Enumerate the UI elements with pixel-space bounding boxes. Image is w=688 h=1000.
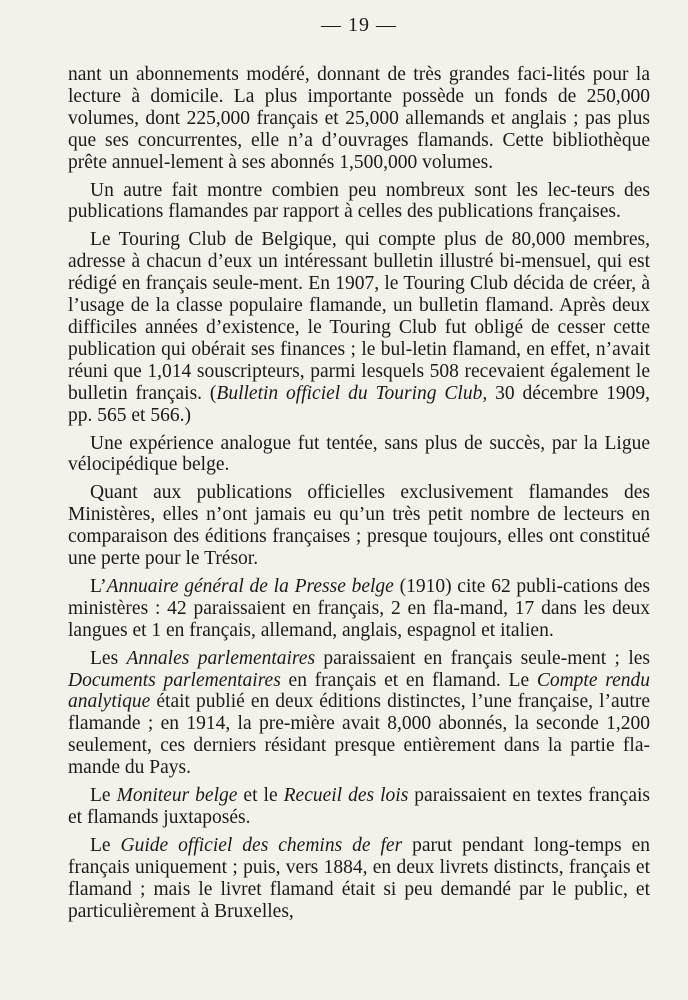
paragraph-text: en français et en flamand. Le xyxy=(280,669,537,691)
paragraph-text: L’ xyxy=(90,575,107,597)
paragraph-text: Le Touring Club de Belgique, qui compte plus de 80,000 membres, adresse à chacun d’eux un intéressant bulletin illustré bi-mensuel, qui est rédigé en français seule-ment. En 1907, le Touring Club décida de créer, à l’usage de la classe populaire flamande, un bulletin flamand. Après deux difficiles années d’existence, le Touring Club fut obligé de cesser cette publication qui obérait ses finances ; le bul-letin flamand, en effet, n’avait réuni que 1,014 souscripteurs, parmi lesquels 508 recevaient également le bulletin français. ( xyxy=(68,229,650,404)
paragraph-text: Les xyxy=(90,647,127,669)
paragraph xyxy=(68,482,650,570)
italic-title: Documents parlementaires xyxy=(68,669,281,691)
paragraph xyxy=(68,64,650,174)
paragraph xyxy=(68,576,650,642)
paragraph-text: Le xyxy=(90,834,121,856)
paragraph xyxy=(68,648,650,779)
paragraph-text: Un autre fait montre combien peu nombreux sont les lec-teurs des publications flamandes par rapport à celles des publications françaises. xyxy=(68,179,650,223)
page-number: — 19 — xyxy=(321,14,397,36)
paragraph xyxy=(68,785,650,829)
paragraph-text: nant un abonnements modéré, donnant de très grandes faci-lités pour la lecture à domicile. La plus importante possède un fonds de 250,000 volumes, dont 225,000 français et 25,000 allemands et anglais ; pas plus que ses concurrentes, elle n’a d’ouvrages flamands. Cette bibliothèque prête annuel-lement à ses abonnés 1,500,000 volumes. xyxy=(68,64,650,173)
italic-title: Annales parlementaires xyxy=(126,647,316,669)
paragraph-text: Une expérience analogue fut tentée, sans plus de succès, par la Ligue vélocipédique belge. xyxy=(68,432,650,476)
paragraph xyxy=(68,433,650,477)
paragraph-text: paraissaient en français seule-ment ; les xyxy=(315,647,650,669)
paragraph xyxy=(68,180,650,224)
italic-title: Moniteur belge xyxy=(116,785,238,807)
italic-title: Recueil des lois xyxy=(283,785,409,807)
paragraph xyxy=(68,229,650,426)
italic-title: Annuaire général de la Presse belge xyxy=(106,575,394,597)
paragraph-text: Le xyxy=(90,785,117,807)
paragraph-text: Quant aux publications officielles exclusivement flamandes des Ministères, elles n’ont jamais eu qu’un très petit nombre de lecteurs en comparaison des éditions françaises ; presque toujours, elles ont constitué une perte pour le Trésor. xyxy=(68,482,650,570)
paragraph-text: paraissaient en textes français et flamands juxtaposés. xyxy=(68,785,650,828)
paragraph-text: était publié en deux éditions distinctes, l’une française, l’autre flamande ; en 1914, la pre-mière avait 8,000 abonnés, la seconde 1,200 seulement, ces derniers résidant presque entièrement dans la partie fla-mande du Pays. xyxy=(68,691,650,779)
paragraph-text: parut pendant long-temps en français uniquement ; puis, vers 1884, en deux livrets distincts, français et flamand ; mais le livret flamand était si peu demandé par le public, et particulièrement à Bruxelles, xyxy=(68,834,650,922)
italic-title: Guide officiel des chemins de fer xyxy=(120,834,403,856)
paragraph-text: 30 décembre 1909, pp. 565 et 566.) xyxy=(68,382,651,426)
italic-title: Bulletin officiel du Touring Club, xyxy=(216,382,488,404)
paragraph-text: et le xyxy=(237,785,284,807)
paragraph-text: (1910) cite 62 publi-cations des ministères : 42 paraissaient en français, 2 en fla-mand, 17 dans les deux langues et 1 en français, allemand, anglais, espagnol et italien. xyxy=(68,575,650,641)
body-text xyxy=(68,64,650,923)
paragraph xyxy=(68,835,650,923)
italic-title: Compte rendu analytique xyxy=(68,669,650,713)
